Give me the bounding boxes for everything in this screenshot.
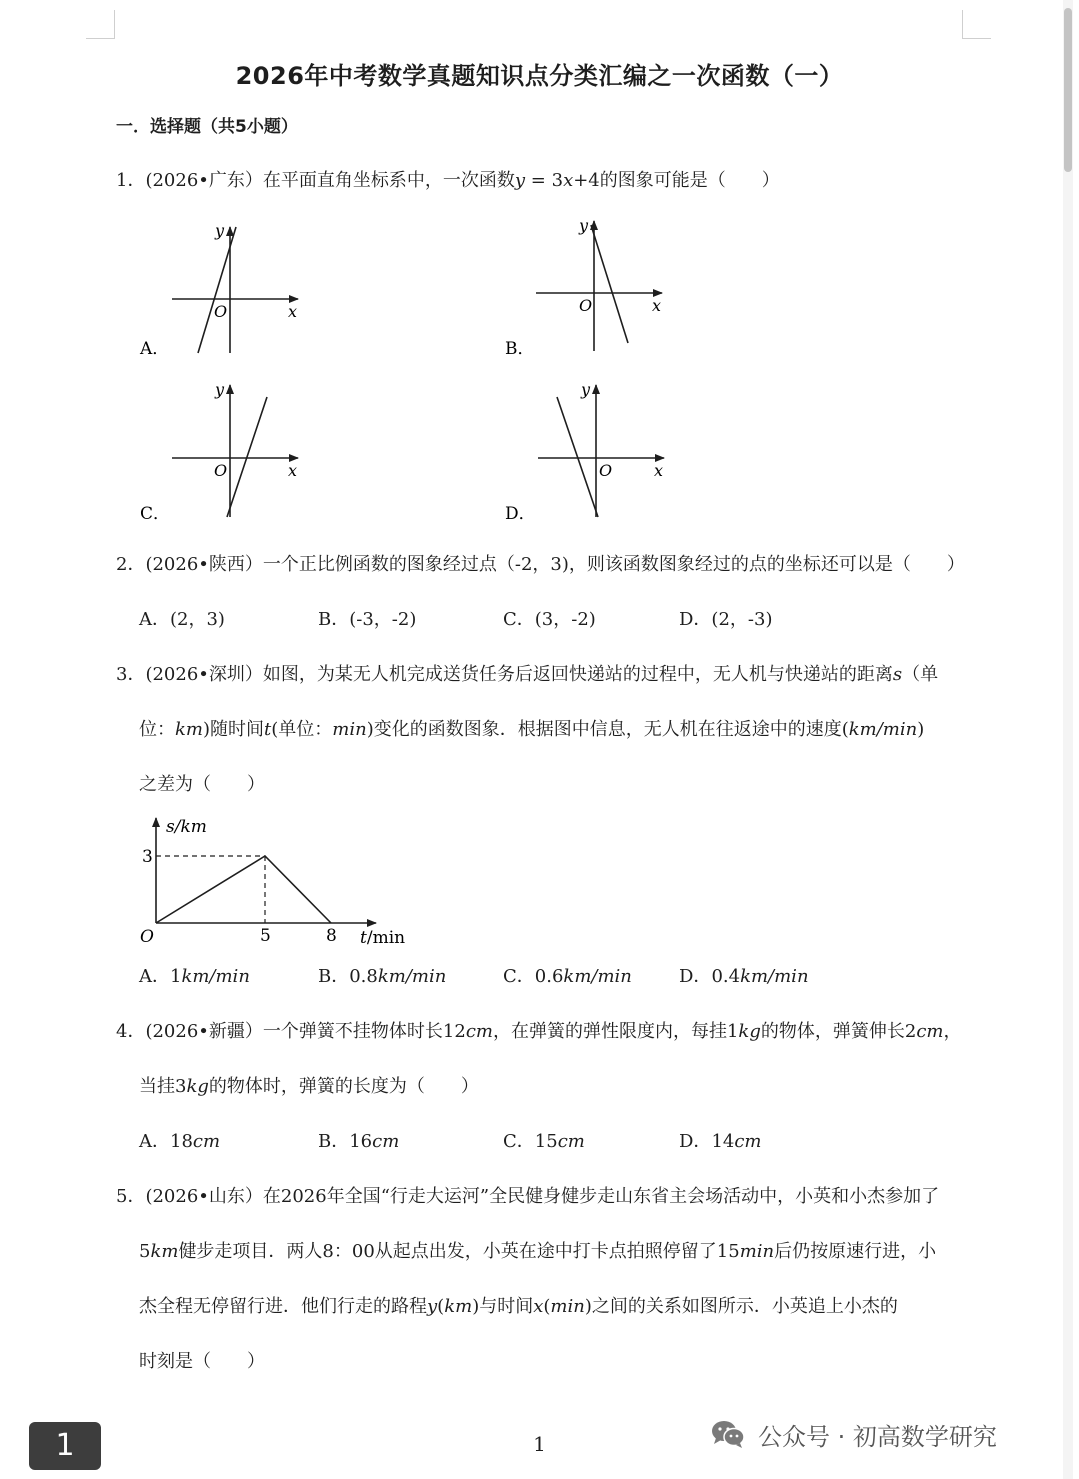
unit: km/min: [377, 966, 447, 987]
footer-text: 公众号 · 初高数学研究: [758, 1422, 997, 1451]
option-c-label: C．: [140, 504, 171, 524]
text: 5: [139, 1241, 151, 1262]
section-heading: 一．选择题（共5小题）: [116, 117, 298, 137]
unit-min: min: [332, 719, 367, 740]
question-3-line-1: [116, 664, 938, 686]
var-t: t: [264, 719, 272, 740]
unit: kg: [186, 1076, 209, 1097]
q3-option-d: [679, 966, 809, 988]
page-indicator-badge[interactable]: 1: [29, 1422, 101, 1470]
text: )变化的函数图象．根据图中信息，无人机在往返途中的速度(: [366, 719, 849, 740]
origin-label: O: [599, 461, 613, 480]
text: (: [437, 1296, 445, 1317]
tick-3: 3: [142, 847, 153, 867]
var-x: x: [533, 1296, 544, 1317]
s-axis-label-text: s/km: [166, 817, 207, 837]
text: 的物体时，弹簧的长度为（ ）: [208, 1076, 479, 1097]
graph-option-a: [139, 221, 298, 359]
unit: cm: [372, 1131, 400, 1152]
num: 15: [534, 1131, 558, 1152]
unit: min: [739, 1241, 775, 1262]
unit: cm: [734, 1131, 762, 1152]
var-y: y: [427, 1296, 438, 1317]
unit: cm: [557, 1131, 585, 1152]
origin-label: O: [214, 461, 228, 480]
corner-mark-top-right: [962, 10, 991, 39]
letter: D．: [679, 966, 712, 987]
unit-km-min: km/min: [848, 719, 918, 740]
num: 18: [170, 1131, 193, 1152]
unit: km/min: [740, 966, 809, 987]
letter: B．: [318, 966, 350, 987]
q3-option-b: [318, 966, 446, 988]
text: （单: [902, 664, 939, 685]
question-1-text: 1．(2026•广东）在平面直角坐标系中，一次函数: [116, 170, 515, 191]
text: 杰全程无停留行进．他们行走的路程: [139, 1296, 427, 1317]
s-axis-label: [166, 817, 207, 837]
y-axis-label: y: [215, 380, 225, 399]
letter: D．: [679, 1131, 712, 1152]
text: )与时间: [472, 1296, 534, 1317]
graph-option-d: [505, 380, 664, 524]
equation-tail: +4: [573, 170, 600, 191]
q2-option-a: A．(2，3): [139, 609, 225, 630]
question-1: [116, 170, 780, 192]
num: 16: [349, 1131, 373, 1152]
function-line: [227, 397, 267, 517]
wechat-icon: [710, 1418, 746, 1450]
letter: A．: [139, 966, 170, 987]
x-axis-label: x: [652, 296, 662, 315]
option-d-label: D．: [505, 504, 536, 524]
unit: cm: [192, 1131, 221, 1152]
distance-path: [156, 856, 331, 923]
var-x: x: [563, 170, 574, 191]
unit: km/min: [181, 966, 250, 987]
question-2: 2．(2026•陕西）一个正比例函数的图象经过点（-2，3)，则该函数图象经过的点的坐标还可以是（ ）: [116, 554, 965, 575]
origin-label: O: [214, 302, 228, 321]
function-line: [557, 397, 598, 517]
unit: min: [550, 1296, 585, 1317]
corner-mark-top-left: [86, 10, 115, 39]
unit: kg: [738, 1021, 761, 1042]
text: 当挂3: [139, 1076, 187, 1097]
question-5-line-1: 5．(2026•山东）在2026年全国“行走大运河”全民健身健步走山东省主会场活动中，小英和小杰参加了: [116, 1186, 940, 1207]
question-5-line-2: [139, 1241, 936, 1263]
text: ，: [943, 1021, 962, 1042]
question-3-line-2: [139, 719, 924, 741]
num: 0.4: [711, 966, 741, 987]
letter: A．: [139, 1131, 170, 1152]
x-axis-label: x: [288, 461, 298, 480]
question-1-tail: 的图象可能是（ ）: [599, 170, 780, 191]
y-axis-label: y: [215, 221, 225, 240]
option-a-label: A．: [140, 339, 170, 359]
function-line: [591, 225, 628, 343]
question-4-line-2: [139, 1076, 479, 1098]
text: ，在弹簧的弹性限度内，每挂1: [492, 1021, 739, 1042]
footer-watermark: [710, 1418, 997, 1450]
q4-option-b: [318, 1131, 399, 1153]
question-1-graphs: [138, 215, 698, 530]
t-axis-unit: /min: [366, 928, 406, 948]
text: (单位：: [271, 719, 333, 740]
equation-part: = 3: [525, 170, 564, 191]
letter: C．: [503, 966, 535, 987]
tick-8: 8: [326, 926, 337, 946]
text: 健步走项目．两人8：00从起点出发，小英在途中打卡点拍照停留了15: [178, 1241, 740, 1262]
x-axis-label: x: [288, 302, 298, 321]
page-number: 1: [533, 1432, 546, 1456]
unit: km: [150, 1241, 179, 1262]
graph-option-c: [140, 380, 298, 524]
question-3-graph: [130, 812, 420, 952]
graph-option-b: [505, 216, 662, 359]
x-axis-label: x: [654, 461, 664, 480]
num: 1: [170, 966, 182, 987]
q2-option-d: D．(2，-3): [679, 609, 773, 630]
y-axis-label: y: [579, 216, 589, 235]
q2-option-b: B．(-3，-2): [318, 609, 417, 630]
text: 4．(2026•新疆）一个弹簧不挂物体时长12: [116, 1021, 466, 1042]
unit-km: km: [175, 719, 203, 740]
unit: cm: [465, 1021, 493, 1042]
num: 14: [711, 1131, 735, 1152]
question-5-line-3: [139, 1296, 898, 1318]
q4-option-a: [139, 1131, 220, 1153]
unit: km: [444, 1296, 473, 1317]
var-s: s: [892, 664, 903, 685]
origin-label: O: [140, 927, 154, 947]
scrollbar-thumb[interactable]: [1064, 8, 1072, 172]
q2-option-c: C．(3，-2): [503, 609, 596, 630]
question-5-line-4: 时刻是（ ）: [139, 1351, 265, 1372]
letter: B．: [318, 1131, 350, 1152]
unit: km/min: [563, 966, 632, 987]
text: )随时间: [202, 719, 265, 740]
text: (: [543, 1296, 551, 1317]
num: 0.6: [534, 966, 564, 987]
text: 的物体，弹簧伸长2: [760, 1021, 917, 1042]
question-4-line-1: [116, 1021, 961, 1043]
tick-5: 5: [260, 926, 271, 946]
text: ): [917, 719, 925, 740]
scrollbar-track[interactable]: [1063, 0, 1073, 1479]
q4-option-c: [503, 1131, 585, 1153]
q4-option-d: [679, 1131, 762, 1153]
text: 后仍按原速行进，小: [774, 1241, 937, 1262]
origin-label: O: [579, 296, 593, 315]
q3-option-c: [503, 966, 632, 988]
t-axis-var: t: [360, 928, 367, 948]
num: 0.8: [349, 966, 378, 987]
page-title: 2026年中考数学真题知识点分类汇编之一次函数（一）: [235, 62, 844, 90]
var-y: y: [514, 170, 526, 191]
text: 3．(2026•深圳）如图，为某无人机完成送货任务后返回快递站的过程中，无人机与快递站的距离: [116, 664, 893, 685]
text: 位：: [139, 719, 175, 740]
text: )之间的关系如图所示．小英追上小杰的: [584, 1296, 898, 1317]
question-3-line-3: 之差为（ ）: [139, 774, 265, 795]
y-axis-label: y: [581, 380, 591, 399]
t-axis-label: [360, 928, 405, 948]
letter: C．: [503, 1131, 535, 1152]
q3-option-a: [139, 966, 250, 988]
option-b-label: B．: [505, 339, 535, 359]
unit: cm: [916, 1021, 944, 1042]
